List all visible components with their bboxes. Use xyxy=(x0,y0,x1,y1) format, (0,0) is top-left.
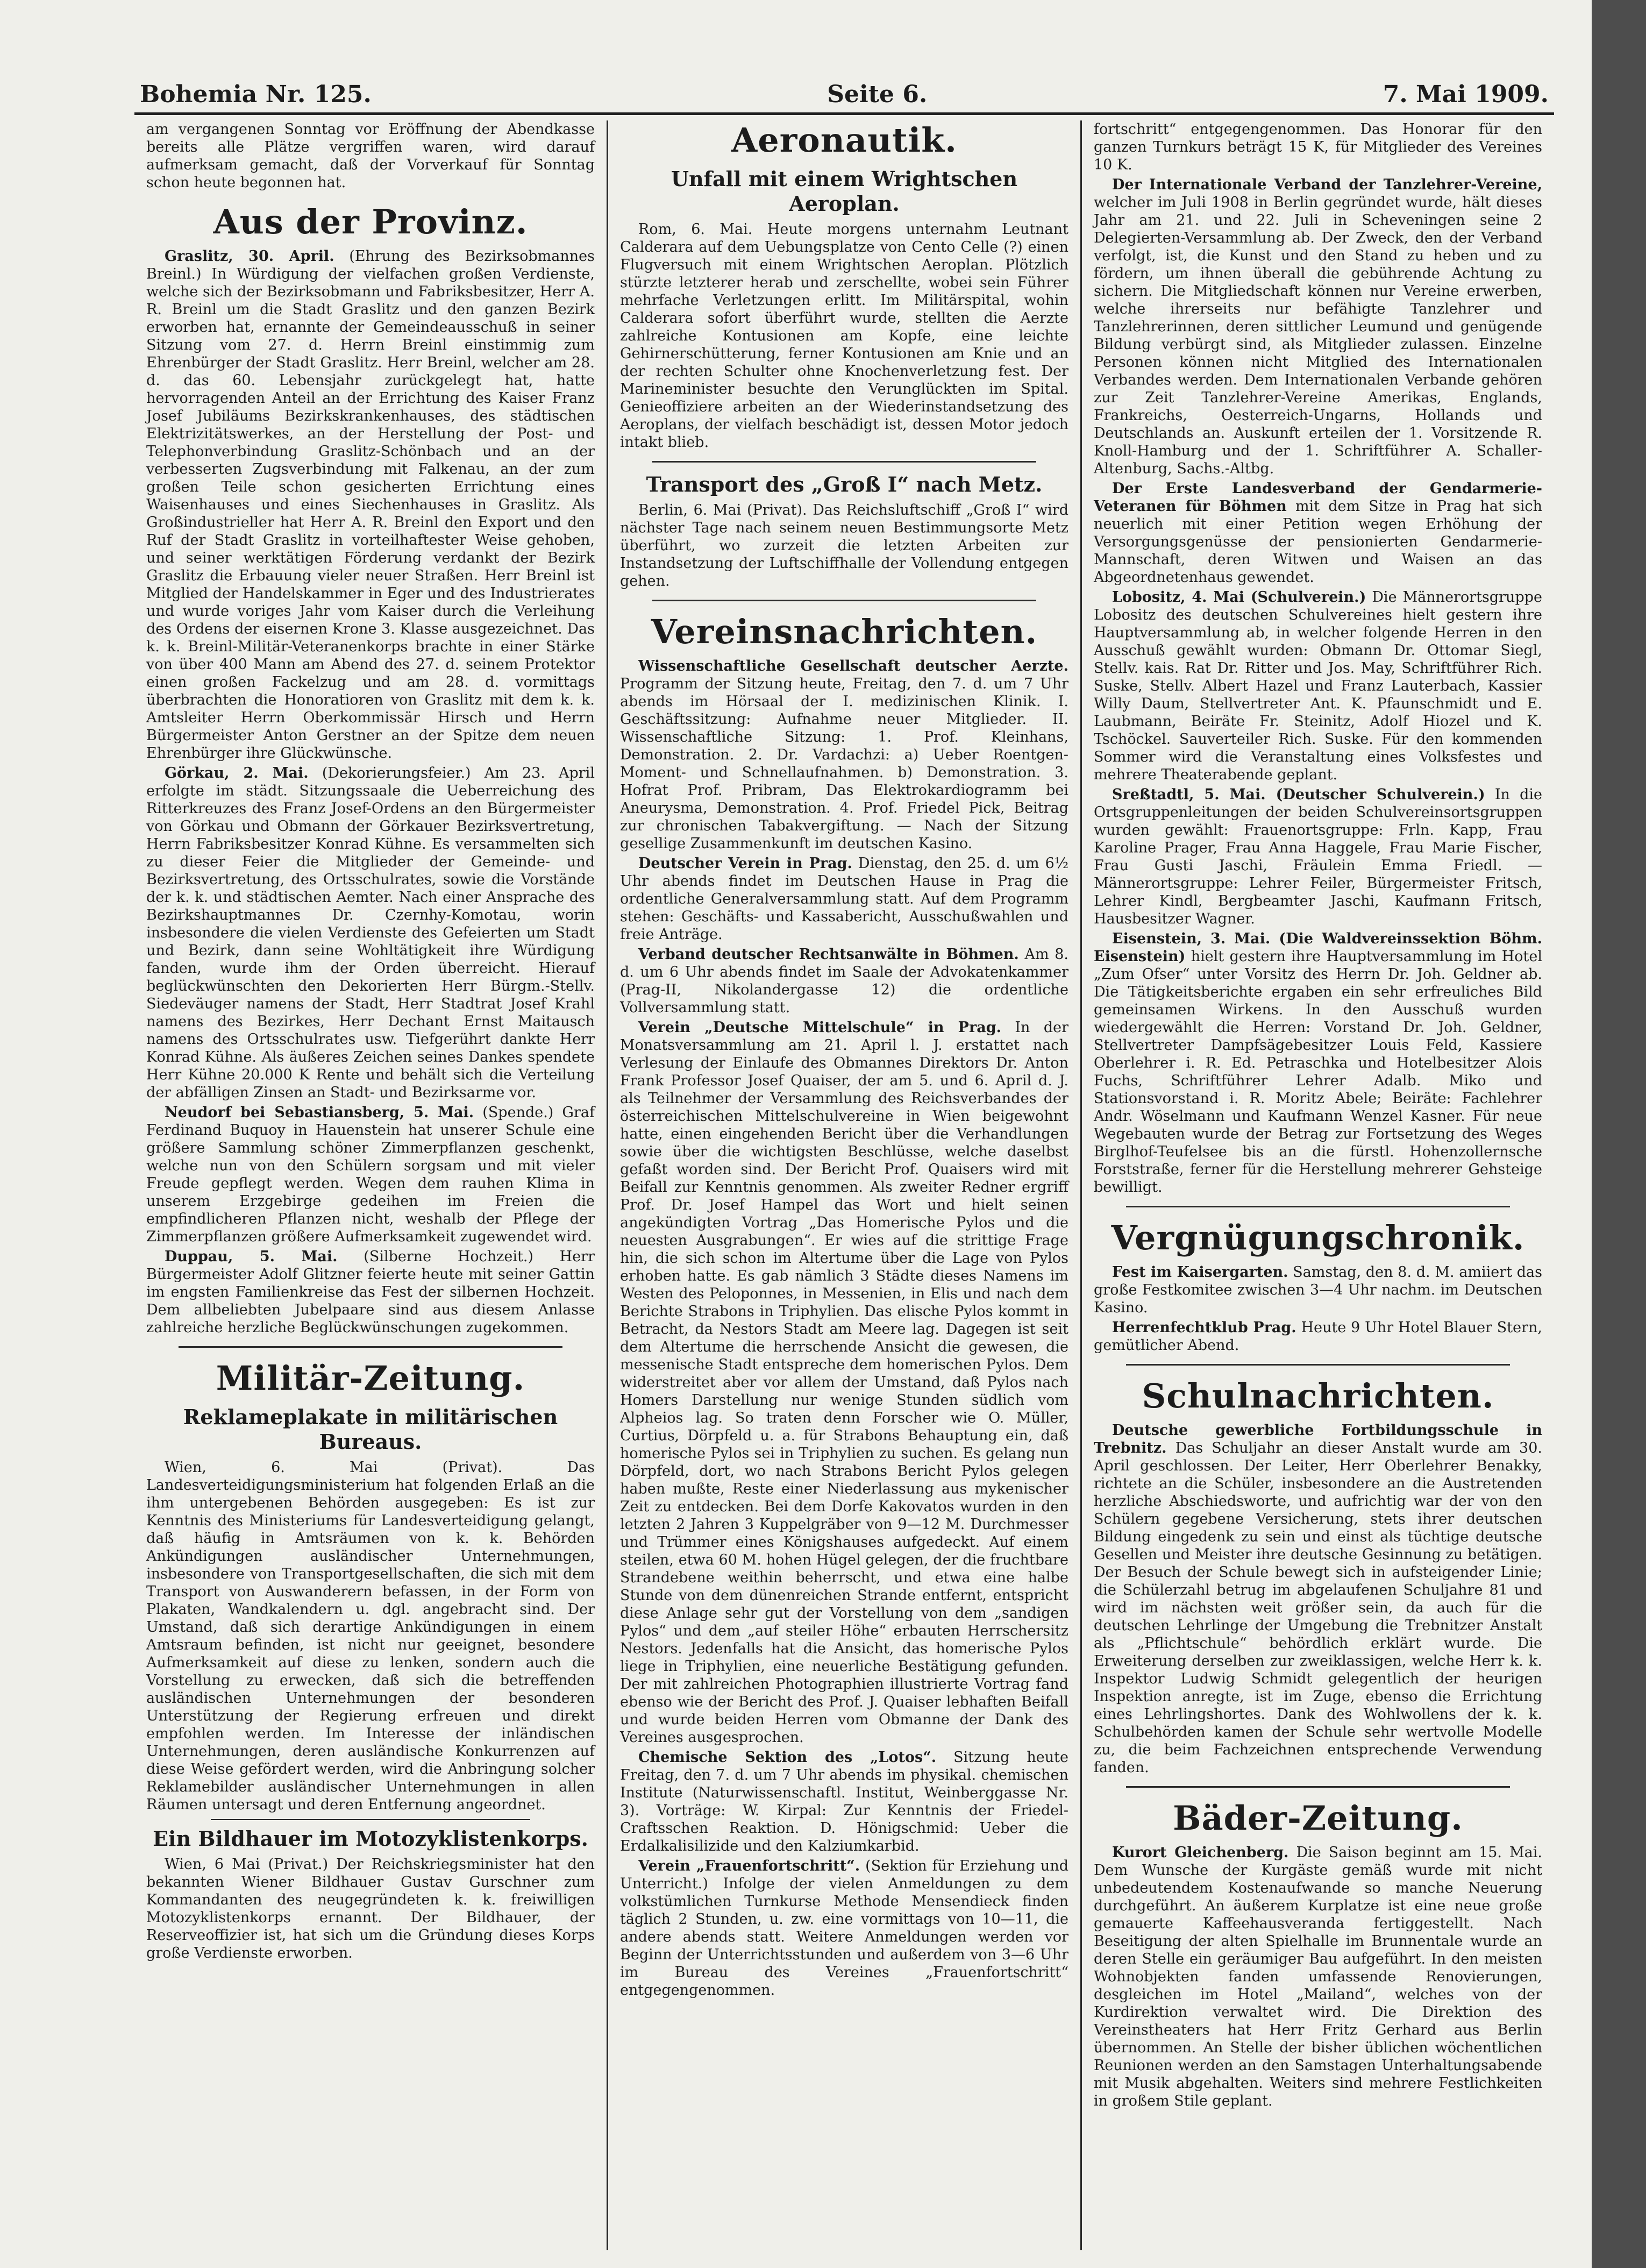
subheading-reklame: Reklameplakate in militärischen Bureaus. xyxy=(183,1405,558,1454)
article-transport: Berlin, 6. Mai (Privat). Das Reichsluftschiff „Groß I“ wird nächster Tage nach seinem neuen Bestimmungsorte Metz überführt, wo zurzeit die letzten Arbeiten zur Instandsetzung der Luftschiffhalle der Vollendung entgegen gehen. xyxy=(620,502,1068,589)
verein-article xyxy=(620,1857,1068,1999)
vergnuegung-article xyxy=(1094,1319,1542,1354)
header-page: Seite 6. xyxy=(827,81,928,108)
verein-lead: Chemische Sektion des „Lotos“. xyxy=(638,1749,937,1766)
verein-lead: Verband deutscher Rechtsanwälte in Böhmen. xyxy=(638,946,1019,963)
provinz-lead: Duppau, 5. Mai. xyxy=(165,1248,338,1265)
provinz-article xyxy=(146,1104,595,1246)
verein-lead: Wissenschaftliche Gesellschaft deutscher Aerzte. xyxy=(638,658,1068,674)
verein-article xyxy=(620,855,1068,943)
continued-paragraph: am vergangenen Sonntag vor Eröffnung der Abendkasse bereits alle Plätze vergriffen waren, wird darauf aufmerksam gemacht, daß der Vorverkauf für Sonntag schon heute begonnen hat. xyxy=(146,121,595,191)
provinz-lead: Neudorf bei Sebastiansberg, 5. Mai. xyxy=(165,1104,474,1121)
section-heading-provinz: Aus der Provinz. xyxy=(213,202,528,241)
separator xyxy=(1126,1206,1510,1207)
verein-article xyxy=(620,657,1068,852)
section-heading-baeder: Bäder-Zeitung. xyxy=(1173,1798,1463,1838)
baeder-lead: Kurort Gleichenberg. xyxy=(1112,1844,1289,1861)
verein-article xyxy=(1094,176,1542,478)
vergnuegung-lead: Fest im Kaisergarten. xyxy=(1112,1264,1288,1281)
provinz-lead: Graslitz, 30. April. xyxy=(165,248,334,265)
verein-text: In der Monatsversammlung am 21. April l. J. erstattet nach Verlesung der Einlaufe des Obmannes Direktors Dr. Anton Frank Professor Josef Quaiser, der am 5. und 6. April d. J. als Teilnehmer der Versammlung des Reichsverbandes der österreichischen Mittelschulvereine in Wien beigewohnt hatte, einen eingehenden Bericht über die Verhandlungen sowie über die wichtigsten Beschlüsse, welche daselbst gefaßt worden sind. Der Bericht Prof. Quaisers wird mit Beifall zur Kenntnis genommen. Als zweiter Redner ergriff Prof. Dr. Josef Hampel das Wort und hielt seinen angekündigten Vortrag „Das Homerische Pylos und die neuesten Ausgrabungen“. Er wies auf die strittige Frage hin, die sich schon im Altertume über die Lage von Pylos erhoben hatte. Es gab nämlich 3 Städte dieses Namens im Westen des Peloponnes, in Messenien, in Elis und nach dem Berichte Strabons in Triphylien. Das elische Pylos kommt in Betracht, da Nestors Stadt am Meere lag. Dagegen ist seit dem Altertume die herrschende Ansicht die gewesen, die messenische Stadt entspreche dem homerischen Pylos. Dem widerstreitet aber vor allem der Umstand, daß Pylos nach Homers Darstellung nur wenige Stunden südlich vom Alpheios lag. So traten denn Forscher wie O. Müller, Curtius, Dörpfeld u. a. für Strabons Behauptung ein, daß homerische Pylos sei in Triphylien zu suchen. Es gelang nun Dörpfeld, dort, wo nach Strabons Bericht Pylos gelegen haben mußte, Reste einer Niederlassung aus mykenischer Zeit zu entdecken. Bei dem Dorfe Kakovatos wurden in den letzten 2 Jahren 3 Kuppelgräber von 9—12 M. Durchmesser und Trümmer eines Königshauses aufgedeckt. Auf einem steilen, etwa 60 M. hohen Hügel gelegen, der die fruchtbare Strandebene weithin beherrscht, und etwa eine halbe Stunde von dem dünenreichen Strande entfernt, entspricht diese Anlage sehr gut der Vorstellung von dem „sandigen Pylos“ und dem „auf steiler Höhe“ erbauten Herrschersitz Nestors. Jedenfalls hat die Ansicht, das homerische Pylos liege in Triphylien, eine neuerliche Bestätigung gefunden. Der mit zahlreichen Photographien illustrierte Vortrag fand ebenso wie der Bericht des Prof. J. Quaiser lebhaften Beifall und wurde beiden Herren vom Obmanne der Dank des Vereines ausgesprochen. xyxy=(620,1019,1068,1746)
vergnuegung-article xyxy=(1094,1263,1542,1317)
baeder-text: Die Saison beginnt am 15. Mai. Dem Wunsche der Kurgäste gemäß wurde mit nicht unbedeutendem Kostenaufwande so manche Neuerung durchgeführt. An äußerem Kurplatze ist eine neue große gemauerte Kaffeehausveranda fertiggestellt. Nach Beseitigung der alten Spielhalle im Brunnentale wurde an deren Stelle ein geräumiger Bau aufgeführt. In den meisten Wohnobjekten fanden umfassende Renovierungen, desgleichen im Hotel „Mailand“, welches von der Kurdirektion verwaltet wird. Die Direktion des Vereinstheaters hat Herr Fritz Gerhard aus Berlin übernommen. An Stelle der bisher üblichen wöchentlichen Reunionen werden an den Samstagen Unterhaltungsabende mit Musik abgehalten. Weiters sind mehrere Festlichkeiten in großem Stile geplant. xyxy=(1094,1844,1542,2109)
provinz-articles xyxy=(146,247,595,1336)
header-rule xyxy=(134,112,1554,115)
verein-article xyxy=(620,1019,1068,1746)
verein-article xyxy=(620,945,1068,1016)
baeder-articles xyxy=(1094,1844,1542,2110)
verein-lead: Der Erste Landesverband der Gendarmerie-Veteranen für Böhmen xyxy=(1094,480,1542,515)
vergnuegung-lead: Herrenfechtklub Prag. xyxy=(1112,1319,1296,1336)
article-unfall: Rom, 6. Mai. Heute morgens unternahm Leutnant Calderara auf dem Uebungsplatze von Cento Celle (?) einen Flugversuch mit einem Wrightschen Aeroplan. Plötzlich stürzte letzterer herab und zerschellte, wobei sein Führer mehrfache Verletzungen erlitt. Im Militärspital, wohin Calderara sofort überführt wurde, stellten die Aerzte zahlreiche Kontusionen am Kopfe, eine leichte Gehirnerschütterung, ferner Kontusionen am Knie und an der rechten Schulter ohne Knochenverletzung fest. Der Marineminister besuchte den Verunglückten im Spital. Genieoffiziere arbeiten an der Wiederinstandsetzung des Aeroplans, der vielfach beschädigt ist, dessen Motor jedoch intakt blieb. xyxy=(620,221,1068,451)
verein-text: hielt gestern ihre Hauptversammlung im Hotel „Zum Ofser“ unter Vorsitz des Herrn Dr. Joh. Geldner ab. Die Tätigkeitsberichte ergaben ein sehr erfreuliches Bild gemeinsamen Wirkens. In den Ausschuß wurden wiedergewählt die Herren: Vorstand Dr. Joh. Geldner, Stellvertreter Dampfsägebesitzer Louis Feld, Kassiere Oberlehrer i. R. Ed. Petraschka und Hotelbesitzer Alois Fuchs, Schriftführer Lehrer Adalb. Miko und Stationsvorstand i. R. Moritz Abele; Beiräte: Fachlehrer Andr. Wöselmann und Kaufmann Wenzel Kasner. Für neue Wegebauten wurde der Betrag zur Fortsetzung des Weges Birglhof-Teufelsee bis an die fürstl. Hohenzollernsche Forststraße, ferner für die Herstellung mehrerer Gehsteige bewilligt. xyxy=(1094,948,1542,1196)
section-heading-militaer: Militär-Zeitung. xyxy=(216,1359,525,1398)
vergnuegung-text: Samstag, den 8. d. M. amiiert das große Festkomitee zwischen 3—4 Uhr nachm. im Deutschen Kasino. xyxy=(1094,1264,1542,1316)
section-heading-aeronautik: Aeronautik. xyxy=(731,120,957,160)
columns xyxy=(134,120,1554,2250)
vereine-articles xyxy=(620,657,1068,1999)
verein-article xyxy=(1094,480,1542,586)
verein-lead: Deutscher Verein in Prag. xyxy=(638,855,852,872)
verein-article xyxy=(620,1748,1068,1855)
provinz-article xyxy=(146,1248,595,1336)
verein-text: (Sektion für Erziehung und Unterricht.) Infolge der vielen Anmeldungen zu dem volkstümlichen Turnkurse Methode Mensendieck finden täglich 2 Stunden, u. zw. eine vormittags von 10—11, die andere abends statt. Weitere Anmeldungen werden vor Beginn der Unterrichtsstunden und außerdem von 3—6 Uhr im Bureau des Vereines „Frauenfortschritt“ entgegengenommen. xyxy=(620,1858,1068,1999)
verein-text: Dienstag, den 25. d. um 6½ Uhr abends findet im Deutschen Hause in Prag die ordentliche Generalversammlung statt. Auf dem Programm stehen: Geschäfts- und Kassabericht, Ausschußwahlen und freie Anträge. xyxy=(620,855,1068,943)
provinz-text: (Silberne Hochzeit.) Herr Bürgermeister Adolf Glitzner feierte heute mit seiner Gattin im engsten Familienkreise das Fest der silbernen Hochzeit. Dem allbeliebten Jubelpaare sind aus diesem Anlasse zahlreiche herzliche Beglückwünschungen zugekommen. xyxy=(146,1248,595,1336)
verein-lead: Eisenstein, 3. Mai. (Die Waldvereinssektion Böhm. Eisenstein) xyxy=(1094,930,1542,965)
schul-articles xyxy=(1094,1421,1542,1776)
verein-text: mit dem Sitze in Prag hat sich neuerlich mit einer Petition wegen Erhöhung der Versorgungsgenüsse der pensionierten Gendarmerie-Mannschaft, deren Witwen und Waisen an das Abgeordnetenhaus gewendet. xyxy=(1094,498,1542,586)
schul-text: Das Schuljahr an dieser Anstalt wurde am 30. April geschlossen. Der Leiter, Herr Oberlehrer Benakky, richtete an die Schüler, insbesondere an die Austretenden herzliche Abschiedsworte, und aufrichtig war der von den Schülern gegebene Versicherung, stets ihrer deutschen Bildung eingedenk zu sein und einst als tüchtige deutsche Gesellen und Meister ihre deutsche Gesinnung zu betätigen. Der Besuch der Schule bewegt sich in aufsteigender Linie; die Schülerzahl betrug im abgelaufenen Schuljahre 81 und wird im nächsten weit größer sein, da auch für die deutschen Lehrlinge der Umgebung die Trebnitzer Anstalt als „Pflichtschule“ behördlich erklärt wurde. Die Erweiterung derselben zur zweiklassigen, welche Herr k. k. Inspektor Ludwig Schmidt gelegentlich der heurigen Inspektion anregte, ist im Zuge, ebenso die Errichtung eines Lehrlingshortes. Dank des Wohlwollens der k. k. Schulbehörden kamen der Schule sehr wertvolle Modelle zu, die beim Fachzeichnen entsprechende Verwendung fanden. xyxy=(1094,1440,1542,1776)
subheading-transport: Transport des „Groß I“ nach Metz. xyxy=(646,472,1043,496)
schul-lead: Deutsche gewerbliche Fortbildungsschule in Trebnitz. xyxy=(1094,1422,1542,1456)
section-heading-vereine: Vereinsnachrichten. xyxy=(651,612,1038,651)
separator xyxy=(652,600,1036,601)
verein-lead: Der Internationale Verband der Tanzlehrer-Vereine, xyxy=(1112,176,1542,193)
verein-lead: Verein „Deutsche Mittelschule“ in Prag. xyxy=(638,1019,1001,1036)
verein-text: Sitzung heute Freitag, den 7. d. um 7 Uhr abends im physikal. chemischen Institute (Naturwissenschaftl. Institut, Weinberggasse Nr. 3). Vorträge: W. Kirpal: Zur Kenntnis der Friedel-Craftsschen Reaktion. D. Hönigschmid: Ueber die Erdalkalisilizide und den Kalziumkarbid. xyxy=(620,1749,1069,1854)
provinz-lead: Görkau, 2. Mai. xyxy=(165,765,309,781)
article-reklame: Wien, 6. Mai (Privat). Das Landesverteidigungsministerium hat folgenden Erlaß an die ihm untergebenen Behörden ausgegeben: Es ist zur Kenntnis des Ministeriums für Landesverteidigung gelangt, daß häufig in Amtsräumen von k. k. Behörden Ankündigungen ausländischer Unternehmungen, insbesondere von Transportgesellschaften, die sich mit dem Transport von Auswanderern befassen, in der Form von Plakaten, Wandkalendern u. dgl. angebracht sind. Der Umstand, daß sich derartige Ankündigungen in einem Amtsraum befinden, ist nicht nur geeignet, besondere Aufmerksamkeit auf diese zu lenken, sondern auch die Vorstellung zu erwecken, daß sich die betreffenden ausländischen Unternehmungen der besonderen Unterstützung der Regierung erfreuen und direkt empfohlen werden. Im Interesse der inländischen Unternehmungen, deren ausländische Konkurrenzen auf diese Weise gefördert werden, wird die Anbringung solcher Reklamebilder ausländischer Unternehmungen in allen Räumen untersagt und deren Entfernung angeordnet. xyxy=(146,1459,595,1813)
page-edge xyxy=(1592,0,1646,2268)
masthead xyxy=(134,81,1554,112)
column-2 xyxy=(607,120,1080,2250)
vergnuegung-text: Heute 9 Uhr Hotel Blauer Stern, gemütlicher Abend. xyxy=(1094,1319,1543,1354)
verein-lead: Sreßtadtl, 5. Mai. (Deutscher Schulverein.) xyxy=(1112,786,1485,803)
verein-text: Am 8. d. um 6 Uhr abends findet im Saale der Advokatenkammer (Prag-II, Nikolandergasse 12) die ordentliche Vollversammlung statt. xyxy=(620,946,1068,1016)
subheading-unfall: Unfall mit einem Wrightschen Aeroplan. xyxy=(671,167,1018,216)
separator xyxy=(652,461,1036,463)
header-issue: Bohemia Nr. 125. xyxy=(140,81,372,108)
verein-text: Die Männerortsgruppe Lobositz des deutschen Schulvereines hielt gestern ihre Hauptversammlung ab, in welcher folgende Herren in den Ausschuß gewählt wurden: Obmann Dr. Ottomar Siegl, Stellv. kais. Rat Dr. Ritter und Jos. May, Schriftführer Rich. Suske, Stellv. Albert Hazel und Franz Lauterbach, Kassier Willy Daum, Stellvertreter Ant. K. Pfaunschmidt und E. Laubmann, Beiräte Fr. Steinitz, Adolf Hiozel und K. Tschöckel. Sauverteiler Rich. Suske. Für den kommenden Sommer wird die Veranstaltung eines Volksfestes und mehrere Theaterabende geplant. xyxy=(1094,589,1542,783)
separator xyxy=(1126,1364,1510,1366)
provinz-article xyxy=(146,764,595,1101)
section-heading-schul: Schulnachrichten. xyxy=(1142,1376,1494,1416)
continued-paragraph: fortschritt“ entgegengenommen. Das Honorar für den ganzen Turnkurs beträgt 15 K, für Mitglieder des Vereines 10 K. xyxy=(1094,121,1542,173)
provinz-article xyxy=(146,247,595,762)
verein-lead: Lobositz, 4. Mai (Schulverein.) xyxy=(1112,589,1366,606)
verein-article xyxy=(1094,588,1542,784)
subheading-bildhauer: Ein Bildhauer im Motozyklistenkorps. xyxy=(153,1826,588,1851)
verein-text: In die Ortsgruppenleitungen der beiden Schulvereinsortsgruppen wurden gewählt: Frauenortsgruppe: Frln. Kapp, Frau Karoline Prager, Frau Anna Haggele, Frau Marie Fischer, Frau Gusti Jaschi, Fräulein Emma Friedl. — Männerortsgruppe: Lehrer Feiler, Bürgermeister Fritsch, Lehrer Kindl, Bergbeamter Jaschi, Kaufmann Fritsch, Hausbesitzer Wagner. xyxy=(1094,786,1542,927)
header-date: 7. Mai 1909. xyxy=(1383,81,1549,108)
section-heading-vergnuegung: Vergnügungschronik. xyxy=(1111,1218,1525,1257)
provinz-text: (Dekorierungsfeier.) Am 23. April erfolgte im städt. Sitzungssaale die Ueberreichung des Ritterkreuzes des Franz Josef-Ordens an den Bürgermeister von Görkau und Obmann der Görkauer Bezirksvertretung, Herrn Fabriksbesitzer Konrad Kühne. Es versammelten sich zu dieser Feier die Mitglieder der Gemeinde- und Bezirksvertretung, des Ortsschulrates, sowie die Vorstände der k. k. und städtischen Aemter. Nach einer Ansprache des Bezirkshauptmannes Dr. Czernhy-Komotau, worin insbesondere die vielen Verdienste des Gefeierten um Stadt und Bezirk, dann seine Wohltätigkeit ihre Würdigung fanden, wurde ihm der Orden überreicht. Hierauf beglückwünschten den Dekorierten Herr Bürgm.-Stellv. Siedeväuger namens der Stadt, Herr Stadtrat Josef Krahl namens des Bezirkes, Herr Dechant Ernst Maitausch namens des Ortsschulrates usw. Tiefgerührt dankte Herr Konrad Kühne. Als äußeres Zeichen seines Dankes spendete Herr Kühne 20.000 K Rente und behält sich die Verteilung der abfälligen Zinsen an Stadt- und Bezirksarme vor. xyxy=(146,765,595,1101)
column-1 xyxy=(134,120,607,2250)
baeder-article xyxy=(1094,1844,1542,2110)
verein-article xyxy=(1094,930,1542,1196)
provinz-text: (Spende.) Graf Ferdinand Buquoy in Hauenstein hat unserer Schule eine größere Sammlung schöner Zimmerpflanzen geschenkt, welche nun von den Schülern sorgsam und mit vieler Freude gepflegt werden. Wegen dem rauhen Klima in unserem Erzgebirge gedeihen im Freien die empfindlicheren Pflanzen nicht, weshalb der Pflege der Zimmerpflanzen größere Aufmerksamkeit zugewendet wird. xyxy=(146,1104,595,1245)
column-3 xyxy=(1080,120,1554,2250)
verein-text: welcher im Juli 1908 in Berlin gegründet wurde, hält dieses Jahr am 21. und 22. Juli in Scheveningen seine 2 Delegierten-Versammlung ab. Der Zweck, den der Verband verfolgt, ist, die Kunst und den Stand zu heben und zu fördern, um ihnen überall die gebührende Achtung zu sichern. Die Mitgliedschaft können nur Vereine erwerben, welche ihrerseits nur befähigte Tanzlehrer und Tanzlehrerinnen, deren sittlicher Leumund und genügende Bildung verbürgt sind, als Mitglieder zulassen. Einzelne Personen können nicht Mitglied des Internationalen Verbandes werden. Dem Internationalen Verbande gehören zur Zeit Tanzlehrer-Vereine Amerikas, Englands, Frankreichs, Oesterreich-Ungarns, Hollands und Deutschlands an. Auskunft erteilen der 1. Vorsitzende R. Knoll-Hamburg und der 1. Schriftführer A. Schaller-Altenburg, Sachs.-Altbg. xyxy=(1094,194,1542,477)
vereine-articles-continued xyxy=(1094,176,1542,1196)
verein-text: Programm der Sitzung heute, Freitag, den 7. d. um 7 Uhr abends im Hörsaal der I. medizinischen Klinik. I. Geschäftssitzung: Aufnahme neuer Mitglieder. II. Wissenschaftliche Sitzung: 1. Prof. Kleinhans, Demonstration. 2. Dr. Vardachzi: a) Ueber Roentgen-Moment- und Schnellaufnahmen. b) Demonstration. 3. Hofrat Prof. Pribram, Das Elektrokardiogramm bei Aneurysma, Demonstration. 4. Prof. Friedel Pick, Beitrag zur chronischen Tabakvergiftung. — Nach der Sitzung gesellige Zusammenkunft im deutschen Kasino. xyxy=(620,676,1068,852)
schul-article xyxy=(1094,1421,1542,1776)
separator xyxy=(211,1819,530,1820)
article-bildhauer: Wien, 6 Mai (Privat.) Der Reichskriegsminister hat den bekannten Wiener Bildhauer Gustav Gurschner zum Kommandanten des neugegründeten k. k. freiwilligen Motozyklistenkorps ernannt. Der Bildhauer, der Reserveoffizier ist, hat sich um die Gründung dieses Korps große Verdienste erworben. xyxy=(146,1856,595,1961)
vergnuegung-articles xyxy=(1094,1263,1542,1354)
separator xyxy=(1126,1786,1510,1788)
verein-lead: Verein „Frauenfortschritt“. xyxy=(638,1858,860,1874)
separator xyxy=(179,1346,562,1348)
verein-article xyxy=(1094,786,1542,928)
provinz-text: (Ehrung des Bezirksobmannes Breinl.) In Würdigung der vielfachen großen Verdienste, welche sich der Bezirksobmann und Fabriksbesitzer, Herr A. R. Breinl um die Stadt Graslitz und den ganzen Bezirk erworben hat, ernannte der Gemeindeausschuß in seiner Sitzung vom 27. d. Herrn Breinl einstimmig zum Ehrenbürger der Stadt Graslitz. Herr Breinl, welcher am 28. d. das 60. Lebensjahr zurückgelegt hat, hatte hervorragenden Anteil an der Errichtung des Kaiser Franz Josef Jubiläums Bezirkskrankenhauses, des städtischen Elektrizitätswerkes, an der Herstellung der Post- und Telephonverbindung Graslitz-Schönbach und an der verbesserten Zugsverbindung mit Falkenau, an der zum großen Teile schon gesicherten Errichtung eines Waisenhauses und eines Siechenhauses in Graslitz. Als Großindustrieller hat Herr A. R. Breinl den Export und den Ruf der Stadt Graslitz in vorteilhaftester Weise gehoben, und seiner werktätigen Förderung verdankt der Bezirk Graslitz die Erbauung vieler neuer Straßen. Herr Breinl ist Mitglied der Handelskammer in Eger und des Industrierates und wurde voriges Jahr vom Kaiser durch die Verleihung des Ordens der eisernen Krone 3. Klasse ausgezeichnet. Das k. k. Breinl-Militär-Veteranenkorps brachte in einer Stärke von über 400 Mann am Abend des 27. d. seinem Protektor einen großen Fackelzug und am 28. d. vormittags überbrachten die Honoratioren von Graslitz mit dem k. k. Amtsleiter Herrn Oberkommissär Hirsch und Herrn Bürgermeister Anton Gerstner an der Spitze dem neuen Ehrenbürger ihre Glückwünsche. xyxy=(146,248,595,762)
